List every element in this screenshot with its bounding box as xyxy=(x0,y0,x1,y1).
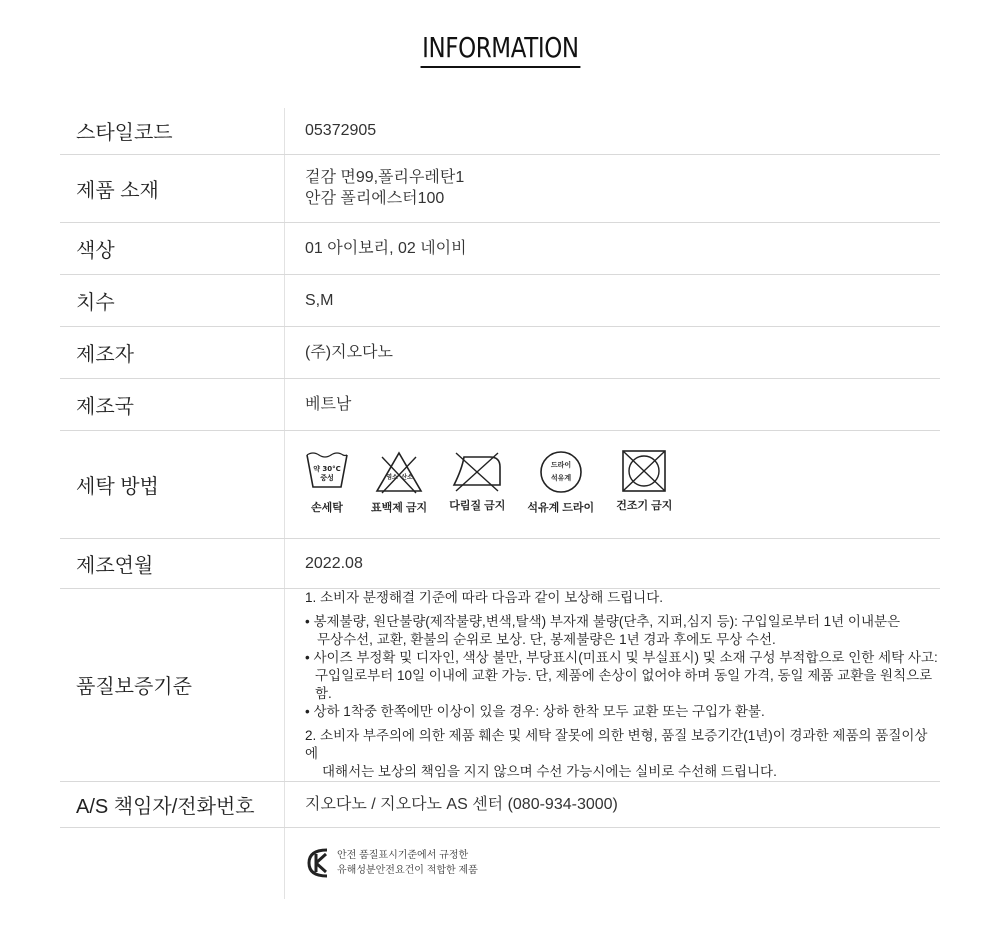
quality-bullet-1-cont: 무상수선, 교환, 환불의 순위로 보상. 단, 봉제불량은 1년 경과 후에도 무상 수선. xyxy=(317,631,776,647)
dry-clean-top: 드라이 xyxy=(550,461,571,469)
page-title-wrap xyxy=(0,30,1000,68)
color-label: 색상 xyxy=(60,222,285,274)
color-value: 01 아이보리, 02 네이비 xyxy=(285,222,941,274)
style-code-value: 05372905 xyxy=(285,108,941,154)
style-code-label: 스타일코드 xyxy=(60,108,285,154)
wash-value xyxy=(285,430,941,538)
quality-line-2: 2. 소비자 부주의에 의한 제품 훼손 및 세탁 잘못에 의한 변형, 품질 보증기간(1년)이 경과한 제품의 품질이상에 xyxy=(305,727,928,761)
country-label: 제조국 xyxy=(60,378,285,430)
quality-bullet-3: • 상하 1착중 한쪽에만 이상이 있을 경우: 상하 한착 모두 교환 또는 구입가 환불. xyxy=(305,703,765,719)
as-value: 지오다노 / 지오다노 AS 센터 (080-934-3000) xyxy=(285,781,941,827)
quality-bullet-2: • 사이즈 부정확 및 디자인, 색상 불만, 부당표시(미표시 및 부실표시) 및 소재 구성 부적합으로 인한 세탁 사고: xyxy=(305,649,938,665)
care-item xyxy=(527,449,594,519)
care-item xyxy=(371,449,427,519)
table-row xyxy=(60,154,940,222)
no-bleach-chlorine: 염소 xyxy=(386,474,398,481)
no-bleach-oxygen: 산소 xyxy=(401,474,413,481)
table-row xyxy=(60,108,940,154)
size-value: S,M xyxy=(285,274,941,326)
table-row xyxy=(60,378,940,430)
material-label: 제품 소재 xyxy=(60,154,285,222)
dry-clean-icon xyxy=(538,449,584,495)
date-value: 2022.08 xyxy=(285,538,941,588)
country-value: 베트남 xyxy=(285,378,941,430)
kc-label-cell xyxy=(60,827,285,899)
kc-text xyxy=(337,848,478,878)
table-row xyxy=(60,827,940,899)
table-row xyxy=(60,588,940,781)
quality-line-2-cont: 대해서는 보상의 책임을 지지 않으며 수선 가능시에는 실비로 수선해 드립니다. xyxy=(322,763,777,779)
table-row xyxy=(60,274,940,326)
care-item xyxy=(616,449,672,517)
care-item xyxy=(449,449,505,517)
table-row xyxy=(60,222,940,274)
size-label: 치수 xyxy=(60,274,285,326)
table-row xyxy=(60,326,940,378)
no-tumble-dry-icon xyxy=(621,449,667,493)
quality-bullet-1: • 봉제불량, 원단불량(제작불량,변색,탈색) 부자재 불량(단추, 지퍼,심지 등): 구입일로부터 1년 이내분은 xyxy=(305,613,901,629)
no-tumble-dry-label: 건조기 금지 xyxy=(616,500,673,512)
kc-mark xyxy=(305,846,940,880)
kc-line-2: 유해성분안전요건이 적합한 제품 xyxy=(337,865,478,877)
hand-wash-detergent: 중성 xyxy=(320,474,334,482)
table-row xyxy=(60,430,940,538)
no-iron-icon xyxy=(450,449,504,493)
kc-line-1: 안전 품질표시기준에서 규정한 xyxy=(337,850,469,862)
dry-clean-bottom: 석유계 xyxy=(550,474,571,482)
no-iron-label: 다림질 금지 xyxy=(449,500,506,512)
care-icons xyxy=(305,449,940,519)
dry-clean-label: 석유계 드라이 xyxy=(527,502,595,514)
material-value xyxy=(285,154,941,222)
material-outer: 겉감 면99,폴리우레탄1 xyxy=(305,169,465,186)
quality-line-1: 1. 소비자 분쟁해결 기준에 따라 다음과 같이 보상해 드립니다. xyxy=(305,589,663,605)
table-row xyxy=(60,781,940,827)
kc-certification-icon xyxy=(305,846,331,880)
maker-value: (주)지오다노 xyxy=(285,326,941,378)
no-bleach-icon xyxy=(374,449,424,495)
quality-bullet-2-cont: 구입일로부터 10일 이내에 교환 가능. 단, 제품에 손상이 없어야 하며 동일 가격, 동일 제품 교환을 원칙으로 함. xyxy=(315,667,933,701)
maker-label: 제조자 xyxy=(60,326,285,378)
hand-wash-icon xyxy=(305,449,349,495)
as-label: A/S 책임자/전화번호 xyxy=(60,781,285,827)
care-item xyxy=(305,449,349,519)
material-lining: 안감 폴리에스터100 xyxy=(305,190,445,207)
quality-label: 품질보증기준 xyxy=(60,588,285,781)
wash-label: 세탁 방법 xyxy=(60,430,285,538)
table-row xyxy=(60,538,940,588)
hand-wash-temp: 약 30°C xyxy=(313,465,341,473)
date-label: 제조연월 xyxy=(60,538,285,588)
page-title: INFORMATION xyxy=(420,30,580,68)
quality-text xyxy=(305,589,940,781)
hand-wash-label: 손세탁 xyxy=(311,502,343,514)
kc-value xyxy=(285,827,941,899)
quality-value xyxy=(285,588,941,781)
no-bleach-label: 표백제 금지 xyxy=(371,502,428,514)
product-info-table xyxy=(60,108,940,899)
